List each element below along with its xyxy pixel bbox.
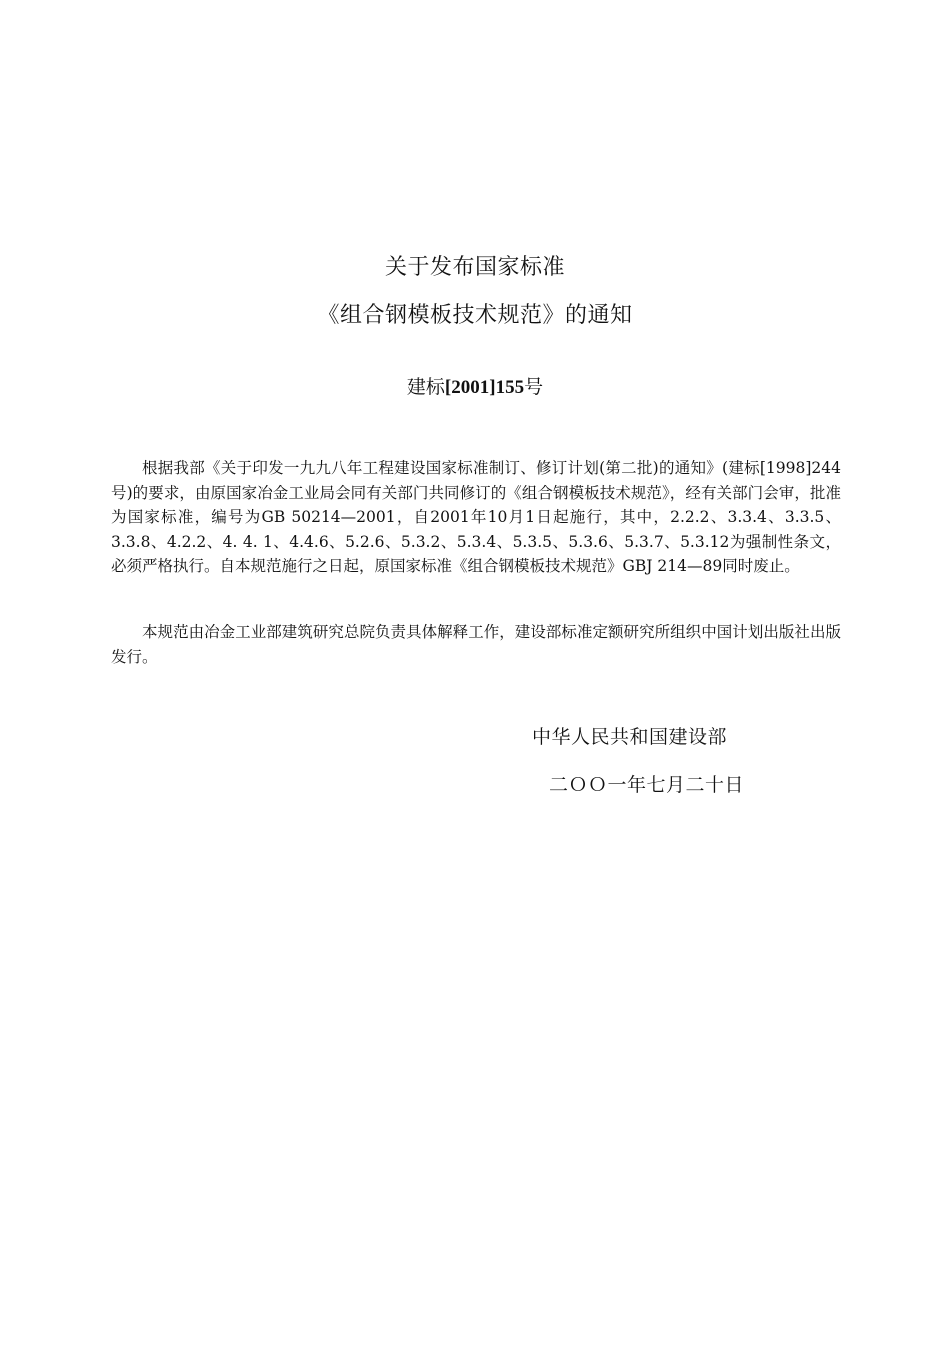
body-paragraph-2: 本规范由冶金工业部建筑研究总院负责具体解释工作，建设部标准定额研究所组织中国计划出版社出版发行。 bbox=[111, 623, 841, 666]
notice-title-line2: 《组合钢模板技术规范》的通知 bbox=[317, 303, 633, 328]
document-number-code: [2001]155 bbox=[444, 377, 525, 398]
issuing-authority: 中华人民共和国建设部 bbox=[532, 726, 728, 748]
document-number-prefix: 建标 bbox=[406, 376, 445, 398]
document-number bbox=[0, 372, 950, 399]
document-number-suffix: 号 bbox=[524, 376, 544, 398]
notice-title-line1: 关于发布国家标准 bbox=[384, 255, 565, 280]
body-paragraph-1: 根据我部《关于印发一九九八年工程建设国家标准制订、修订计划(第二批)的通知》(建标[1998]244号)的要求，由原国家冶金工业局会同有关部门共同修订的《组合钢模板技术规范》，经有关部门会审，批准为国家标准，编号为GB 50214—2001，自2001年10月1日起施行，其中，2.2.2、3.3.4、3.3.5、3.3.8、4.2.2、4. 4. 1、4.4.6、5.2.6、5.3.2、5.3.4、5.3.5、5.3.6、5.3.7、5.3.12为强制性条文，必须严格执行。自本规范施行之日起，原国家标准《组合钢模板技术规范》GBJ 214—89同时废止。 bbox=[111, 459, 841, 576]
issue-date: 二ＯＯ一年七月二十日 bbox=[549, 774, 745, 796]
